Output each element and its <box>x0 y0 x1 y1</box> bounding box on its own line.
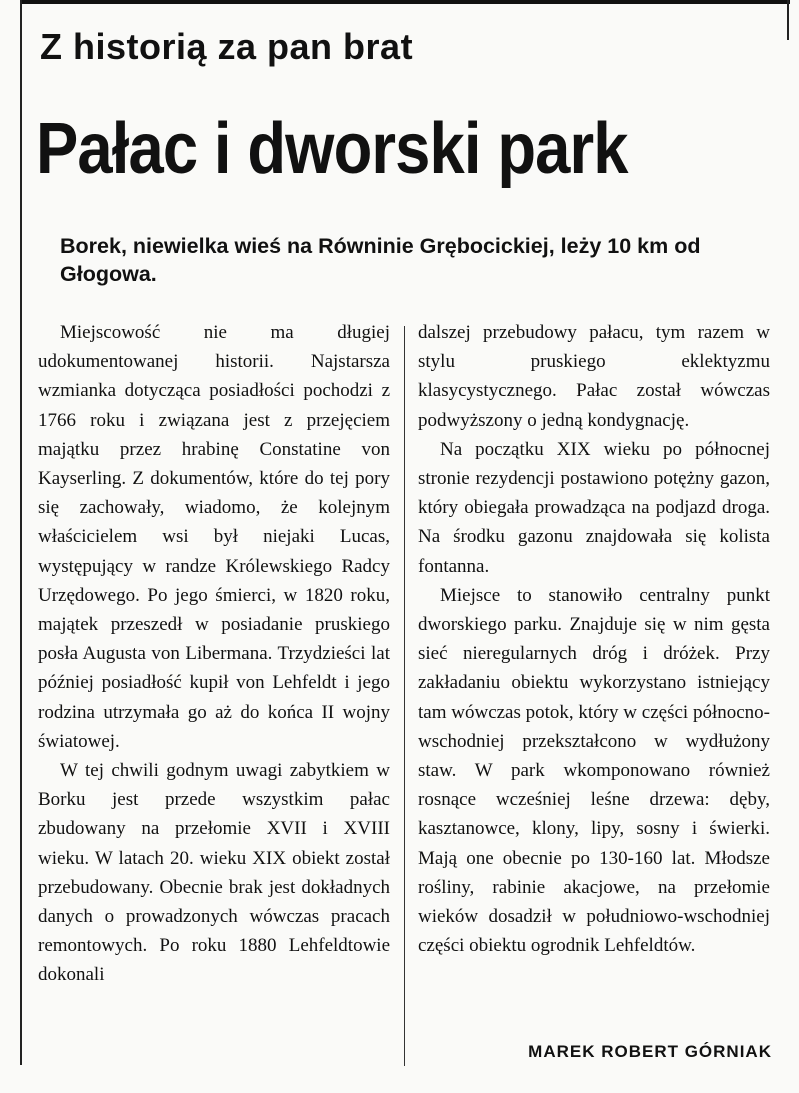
left-border <box>20 0 22 1065</box>
text-column-2 <box>418 318 770 960</box>
paragraph: Na początku XIX wieku po północnej stronie rezydencji postawiono potężny gazon, który obiegała prowadząca na podjazd droga. Na środku gazonu znajdowała się kolista fontanna. <box>418 438 770 577</box>
text-column-1 <box>38 318 390 990</box>
paragraph: Miejscowość nie ma długiej udokumentowanej historii. Najstarsza wzmianka dotycząca posiadłości pochodzi z 1766 roku i związana jest z przejęciem majątku przez hrabinę Constatine von Kayserling. Z dokumentów, które do tej pory się zachowały, wiadomo, że kolejnym właścicielem wsi był niejaki Lucas, występujący w randze Królewskiego Radcy Urzędowego. Po jego śmierci, w 1820 roku, majątek przeszedł w posiadanie pruskiego posła Augusta von Libermana. Trzydzieści lat później posiadłość kupił von Lehfeldt i jego rodzina utrzymała go aż do końca II wojny światowej. <box>38 322 390 752</box>
paragraph: W tej chwili godnym uwagi zabytkiem w Borku jest przede wszystkim pałac zbudowany na przełomie XVII i XVIII wieku. W latach 20. wieku XIX obiekt został przebudowany. Obecnie brak jest dokładnych danych o prowadzonych wówczas pracach remontowych. Po roku 1880 Lehfeldtowie dokonali <box>38 760 390 986</box>
column-divider <box>404 326 405 1066</box>
author-byline: MAREK ROBERT GÓRNIAK <box>528 1042 772 1061</box>
right-border <box>787 0 789 40</box>
section-kicker: Z historią za pan brat <box>40 26 414 67</box>
paragraph: Miejsce to stanowiło centralny punkt dworskiego parku. Znajduje się w nim gęsta sieć nieregularnych dróg i dróżek. Przy zakładaniu obiektu wykorzystano istniejący tam wówczas potok, który w części północno-wschodniej przekształcono w wydłużony staw. W park wkomponowano również rosnące wcześniej leśne drzewa: dęby, kasztanowce, klony, lipy, sosny i świerki. Mają one obecnie po 130-160 lat. Młodsze rośliny, rabinie akacjowe, na przełomie wieków dosadził w południowo-wschodniej części obiektu ogrodnik Lehfeldtów. <box>418 584 770 957</box>
lead-paragraph: Borek, niewielka wieś na Równinie Grębocickiej, leży 10 km od Głogowa. <box>60 234 701 286</box>
headline: Pałac i dworski park <box>36 109 628 189</box>
paragraph: dalszej przebudowy pałacu, tym razem w stylu pruskiego eklektyzmu klasycystycznego. Pałac został wówczas podwyższony o jedną kondygnację. <box>418 322 770 431</box>
top-rule <box>22 0 790 4</box>
